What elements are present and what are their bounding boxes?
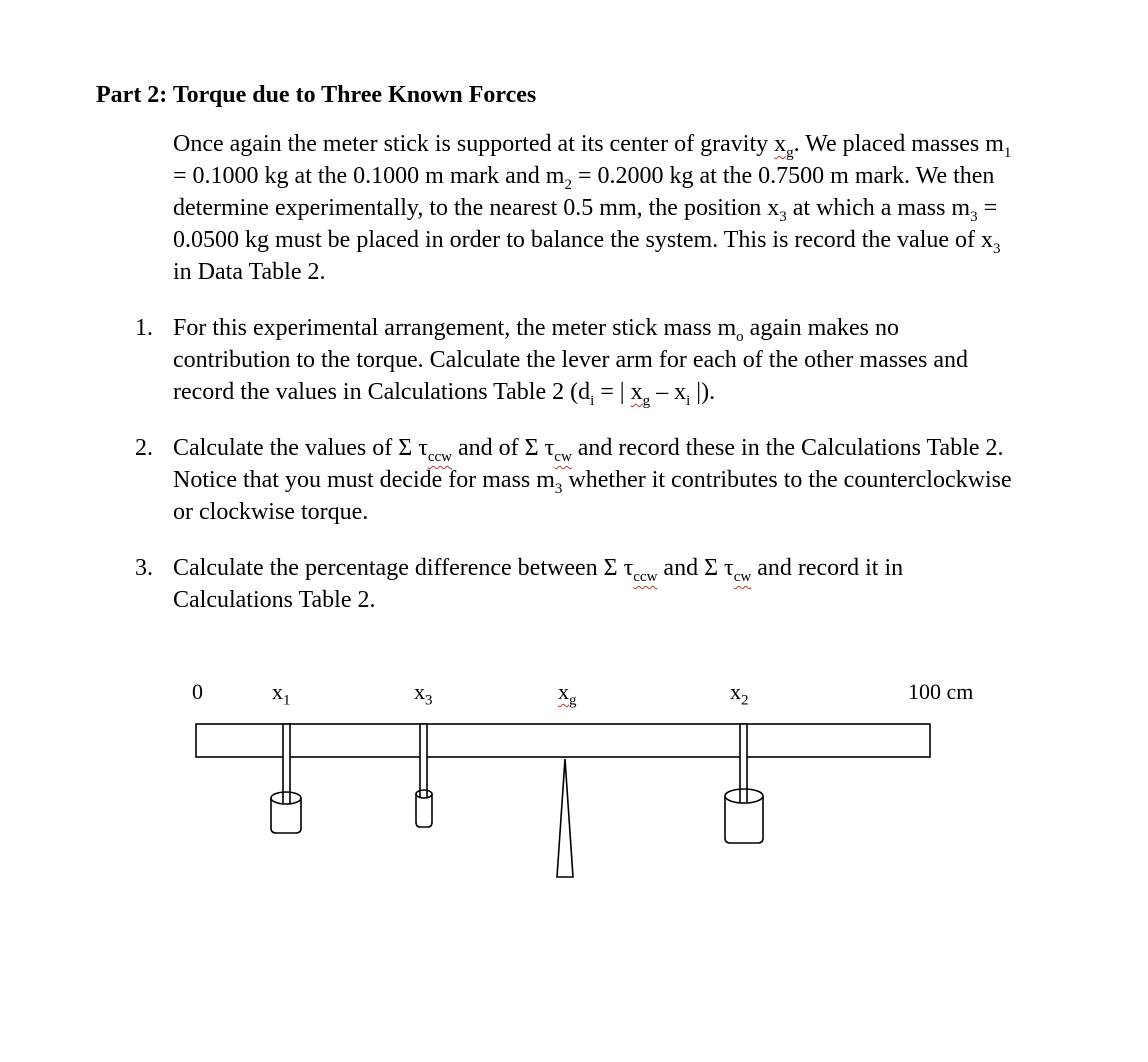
fulcrum — [557, 759, 573, 877]
list-text: For this experimental arrangement, the meter stick mass $m_o$ again makes no contribution to the torque. Calculate the lever arm for each of the other masses and record the values in Calculations Table 2 ($d_i$ = | $x_g - x_i$ |). — [173, 315, 969, 409]
section-heading: Part 2: Torque due to Three Known Forces — [96, 82, 537, 108]
list-text: Calculate the percentage difference between Σ $\tau_{ccw}$ and Σ $\tau_{cw}$ and record it in Calculations Table 2. — [173, 555, 904, 613]
label-x1: $x_1$ — [272, 679, 291, 709]
list-number: 3. — [135, 555, 153, 581]
label-x2: $x_2$ — [730, 679, 749, 709]
label-xg: $x_g$ — [558, 679, 577, 709]
mass-m3 — [416, 724, 432, 827]
label-end: 100 cm — [908, 679, 974, 704]
list-number: 1. — [135, 315, 153, 341]
xg-symbol: $x_g$ — [630, 379, 651, 409]
label-zero: 0 — [192, 679, 203, 704]
intro-paragraph: Once again the meter stick is supported at its center of gravity $x_g$. We placed masses $m_1 = 0.1000$ kg at the 0.1000 m mark and $m_2 = 0.2000$ kg at the 0.7500 m mark. We then determine experimentally, to the nearest 0.5 mm, the position $x_3$ at which a mass $m_3 = 0.0500$ kg must be placed in order to balance the system. This is record the value of $x_3$ in Data Table 2. — [173, 131, 1012, 285]
label-x3: $x_3$ — [414, 679, 433, 709]
list-number: 2. — [135, 435, 153, 461]
mass-m2 — [725, 724, 763, 843]
list-text: Calculate the values of Σ $\tau_{ccw}$ and of Σ $\tau_{cw}$ and record these in the Calculations Table 2. Notice that you must decide for mass $m_3$ whether it contributes to the counterclockwise or clockwise torque. — [173, 435, 1012, 525]
mass-m1 — [271, 724, 301, 833]
xg-symbol: $x_g$ — [774, 131, 794, 161]
meter-stick — [196, 724, 930, 757]
